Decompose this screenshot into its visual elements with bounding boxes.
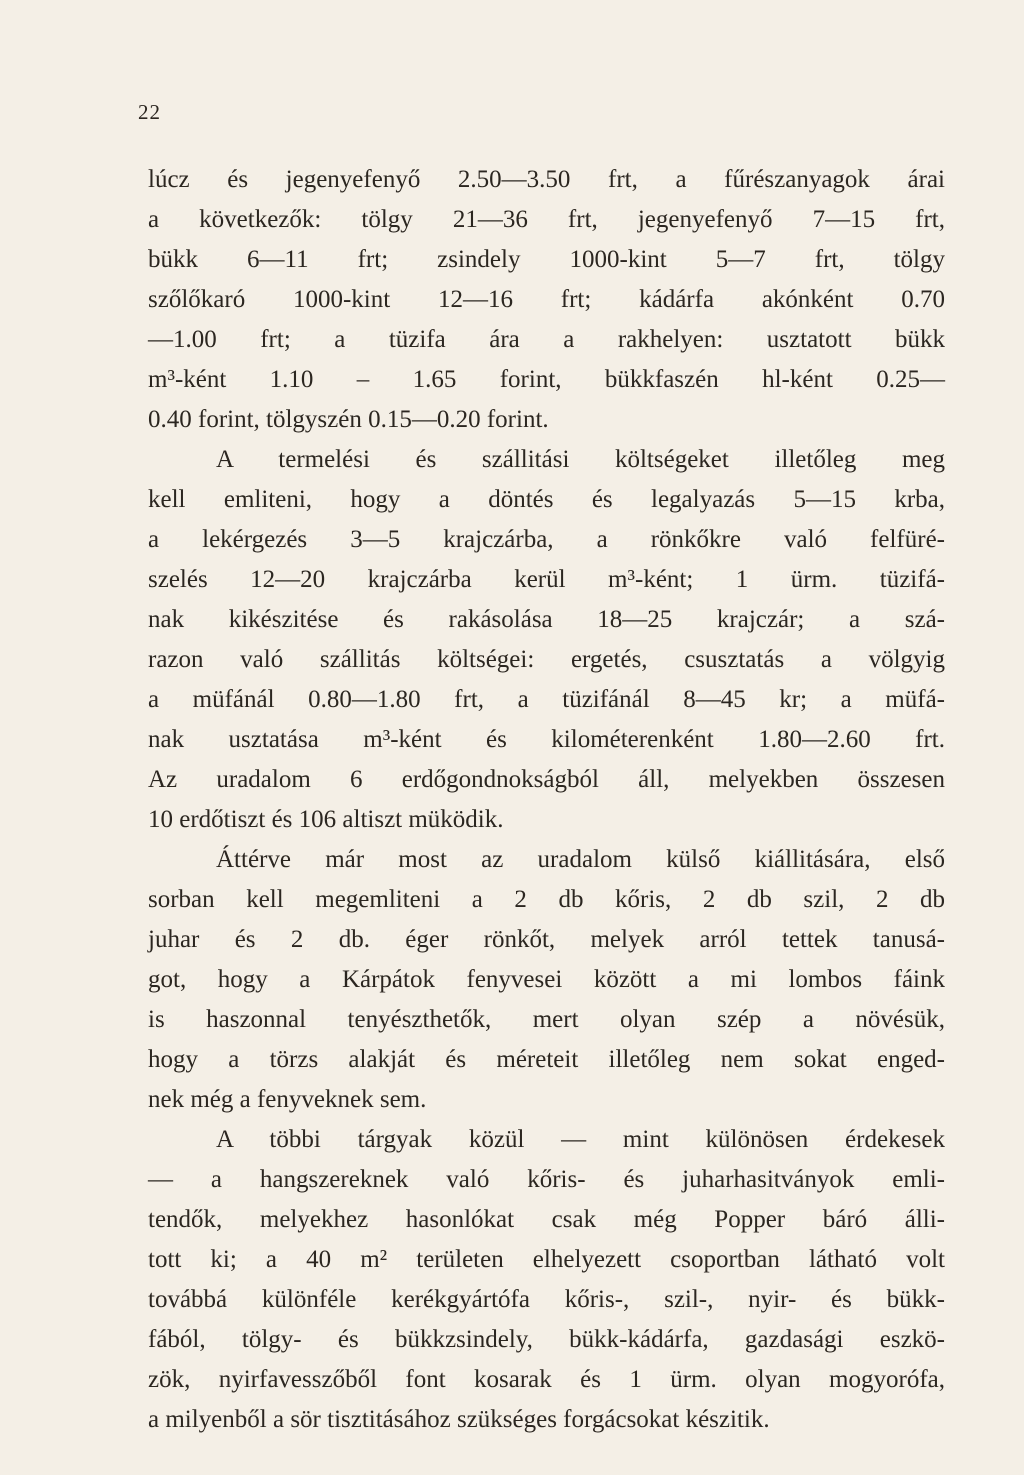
paragraph-other-items	[148, 1120, 945, 1440]
text-line: nek még a fenyveknek sem.	[148, 1086, 427, 1113]
text-line: kell emliteni, hogy a döntés és legalyazás 5—15 krba,	[148, 486, 945, 513]
text-line: bükk 6—11 frt; zsindely 1000-kint 5—7 frt, tölgy	[148, 246, 945, 273]
text-line: — a hangszereknek való kőris- és juharhasitványok emli-	[148, 1166, 945, 1193]
text-line: a következők: tölgy 21—36 frt, jegenyefenyő 7—15 frt,	[148, 206, 945, 233]
text-line: Áttérve már most az uradalom külső kiállitására, első	[216, 846, 945, 873]
text-line: A termelési és szállitási költségeket illetőleg meg	[216, 446, 945, 473]
text-line: tendők, melyekhez hasonlókat csak még Popper báró álli-	[148, 1206, 945, 1233]
text-line: tott ki; a 40 m² területen elhelyezett csoportban látható volt	[148, 1246, 945, 1273]
text-line: fából, tölgy- és bükkzsindely, bükk-kádárfa, gazdasági eszkö-	[148, 1326, 945, 1353]
text-line: továbbá különféle kerékgyártófa kőris-, szil-, nyir- és bükk-	[148, 1286, 945, 1313]
text-line: zök, nyirfavesszőből font kosarak és 1 ürm. olyan mogyorófa,	[148, 1366, 945, 1393]
text-line: nak kikészitése és rakásolása 18—25 krajczár; a szá-	[148, 606, 945, 633]
text-line: 10 erdőtiszt és 106 altiszt müködik.	[148, 806, 504, 833]
text-line: is haszonnal tenyészthetők, mert olyan szép a növésük,	[148, 1006, 945, 1033]
text-line: a milyenből a sör tisztitásához szükséges forgácsokat készitik.	[148, 1406, 770, 1433]
paragraph-exhibition	[148, 840, 945, 1120]
text-line: nak usztatása m³-ként és kilométerenként 1.80—2.60 frt.	[148, 726, 945, 753]
text-line: 0.40 forint, tölgyszén 0.15—0.20 forint.	[148, 406, 549, 433]
text-line: A többi tárgyak közül — mint különösen érdekesek	[216, 1126, 945, 1153]
text-line: a lekérgezés 3—5 krajczárba, a rönkőkre való felfüré-	[148, 526, 945, 553]
text-line: szőlőkaró 1000-kint 12—16 frt; kádárfa akónként 0.70	[148, 286, 945, 313]
text-line: hogy a törzs alakját és méreteit illetőleg nem sokat enged-	[148, 1046, 945, 1073]
text-line: Az uradalom 6 erdőgondnokságból áll, melyekben összesen	[148, 766, 945, 793]
page-number: 22	[138, 100, 161, 124]
text-line: razon való szállitás költségei: ergetés, csusztatás a völgyig	[148, 646, 945, 673]
text-line: juhar és 2 db. éger rönkőt, melyek arról tettek tanusá-	[148, 926, 945, 953]
text-line: —1.00 frt; a tüzifa ára a rakhelyen: usztatott bükk	[148, 326, 945, 353]
text-line: got, hogy a Kárpátok fenyvesei között a mi lombos fáink	[148, 966, 945, 993]
paragraph-production-costs	[148, 440, 945, 840]
body-text	[148, 160, 945, 1440]
paragraph-prices	[148, 160, 945, 440]
text-line: sorban kell megemliteni a 2 db kőris, 2 db szil, 2 db	[148, 886, 945, 913]
text-line: a müfánál 0.80—1.80 frt, a tüzifánál 8—45 kr; a müfá-	[148, 686, 945, 713]
text-line: szelés 12—20 krajczárba kerül m³-ként; 1 ürm. tüzifá-	[148, 566, 945, 593]
text-line: m³-ként 1.10 – 1.65 forint, bükkfaszén hl-ként 0.25—	[148, 366, 945, 393]
text-line: lúcz és jegenyefenyő 2.50—3.50 frt, a fűrészanyagok árai	[148, 166, 945, 193]
